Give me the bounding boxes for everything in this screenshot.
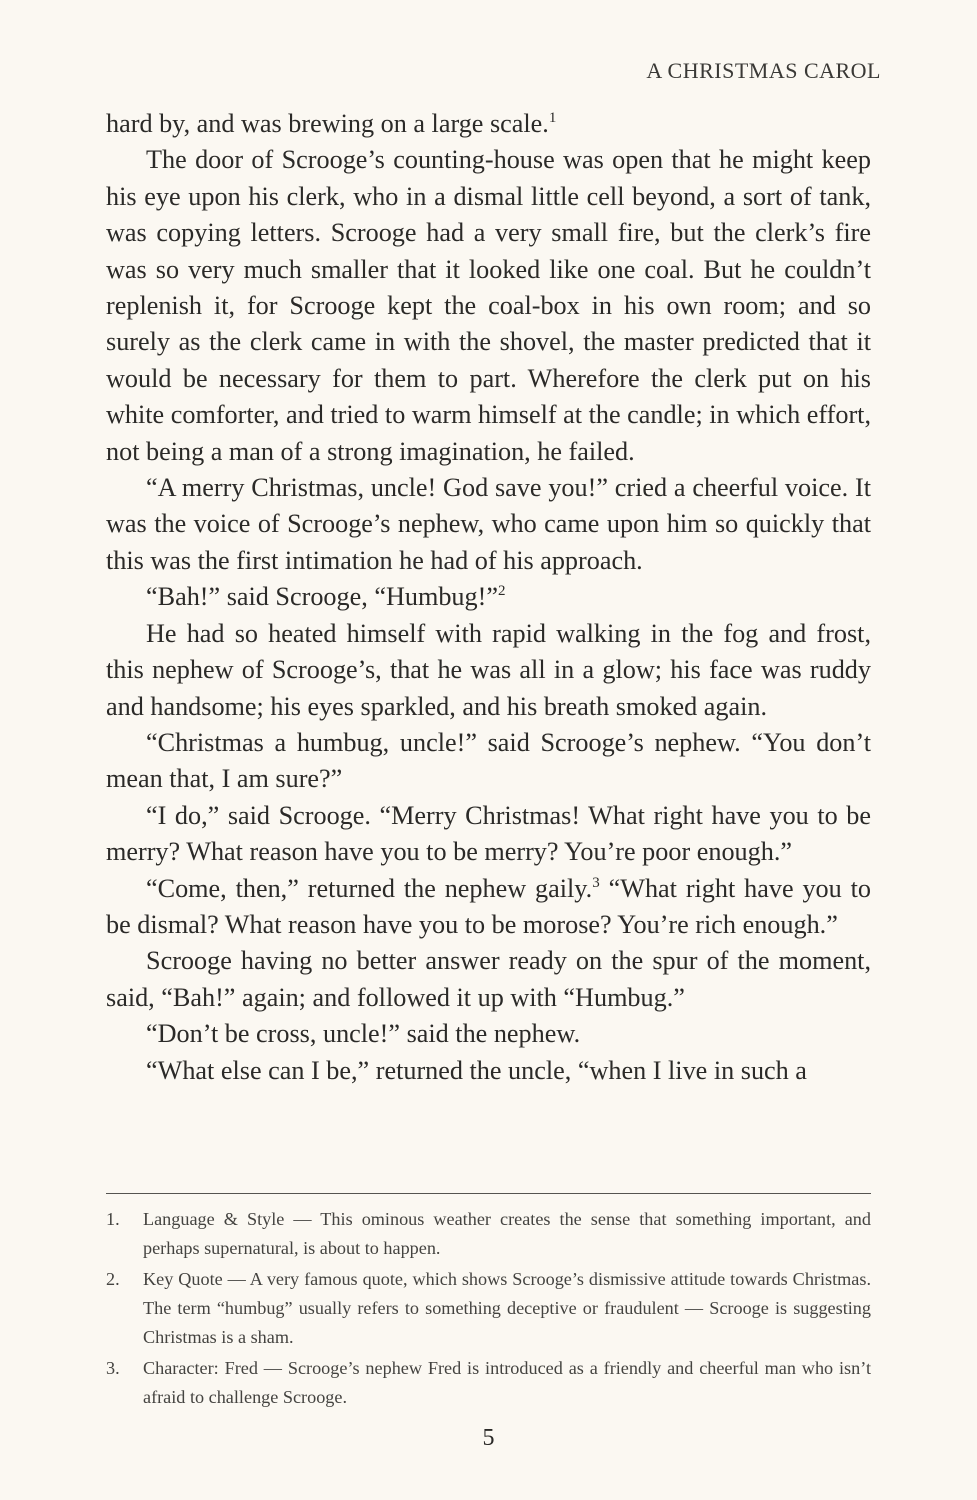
- paragraph-text-continued: “What right have you to be dismal? What reason have you to be morose? You’re rich enough.”: [106, 873, 871, 939]
- footnote-number: 2.: [106, 1269, 120, 1289]
- paragraph: “Don’t be cross, uncle!” said the nephew.: [146, 1019, 581, 1049]
- footnote-ref: 1: [548, 110, 557, 126]
- paragraph: [106, 106, 871, 142]
- paragraph: He had so heated himself with rapid walking in the fog and frost, this nephew of Scrooge’s, that he was all in a glow; his face was ruddy and handsome; his eyes sparkled, and his breath smoked again.: [106, 618, 871, 721]
- paragraph: “Christmas a humbug, uncle!” said Scrooge’s nephew. “You don’t mean that, I am sure?”: [106, 727, 871, 794]
- paragraph: “What else can I be,” returned the uncle, “when I live in such a: [146, 1055, 807, 1085]
- paragraph: [106, 579, 871, 615]
- body-text: [106, 106, 871, 1089]
- footnote-number: 1.: [106, 1209, 120, 1229]
- footnote-text: Character: Fred — Scrooge’s nephew Fred is introduced as a friendly and cheerful man who isn’t afraid to challenge Scrooge.: [143, 1358, 871, 1407]
- page-number: 5: [482, 1425, 495, 1451]
- footnotes: [106, 1205, 871, 1414]
- paragraph: [106, 871, 871, 944]
- paragraph: “A merry Christmas, uncle! God save you!” cried a cheerful voice. It was the voice of Scrooge’s nephew, who came upon him so quickly that this was the first intimation he had of his approach.: [106, 473, 871, 575]
- footnote-text: Key Quote — A very famous quote, which shows Scrooge’s dismissive attitude towards Christmas. The term “humbug” usually refers to something deceptive or fraudulent — Scrooge is suggesting Christmas is a sham.: [143, 1269, 871, 1347]
- footnote: [106, 1265, 871, 1352]
- paragraph: Scrooge having no better answer ready on the spur of the moment, said, “Bah!” again; and followed it up with “Humbug.”: [106, 946, 871, 1012]
- footnote: [106, 1354, 871, 1412]
- footnote: [106, 1205, 871, 1263]
- footnote-rule: [106, 1193, 871, 1194]
- footnote-text: Language & Style — This ominous weather creates the sense that something important, and perhaps supernatural, is about to happen.: [143, 1209, 871, 1258]
- running-head: A CHRISTMAS CAROL: [646, 58, 881, 83]
- paragraph: The door of Scrooge’s counting-house was open that he might keep his eye upon his clerk, who in a dismal little cell beyond, a sort of tank, was copying letters. Scrooge had a very small fire, but the clerk’s fire was so very much smaller that it looked like one coal. But he couldn’t replenish it, for Scrooge kept the coal-box in his own room; and so surely as the clerk came in with the shovel, the master predicted that it would be necessary for them to part. Wherefore the clerk put on his white comforter, and tried to warm himself at the candle; in which effort, not being a man of a strong imagination, he failed.: [106, 145, 871, 466]
- paragraph-text: hard by, and was brewing on a large scale.: [106, 109, 549, 138]
- paragraph-text: “Bah!” said Scrooge, “Humbug!”: [146, 582, 498, 612]
- footnote-ref: 2: [497, 583, 506, 600]
- paragraph-text: “Come, then,” returned the nephew gaily.: [146, 873, 593, 903]
- footnote-number: 3.: [106, 1358, 120, 1378]
- paragraph: “I do,” said Scrooge. “Merry Christmas! What right have you to be merry? What reason have you to be merry? You’re poor enough.”: [106, 800, 871, 867]
- footnote-ref: 3: [592, 874, 600, 891]
